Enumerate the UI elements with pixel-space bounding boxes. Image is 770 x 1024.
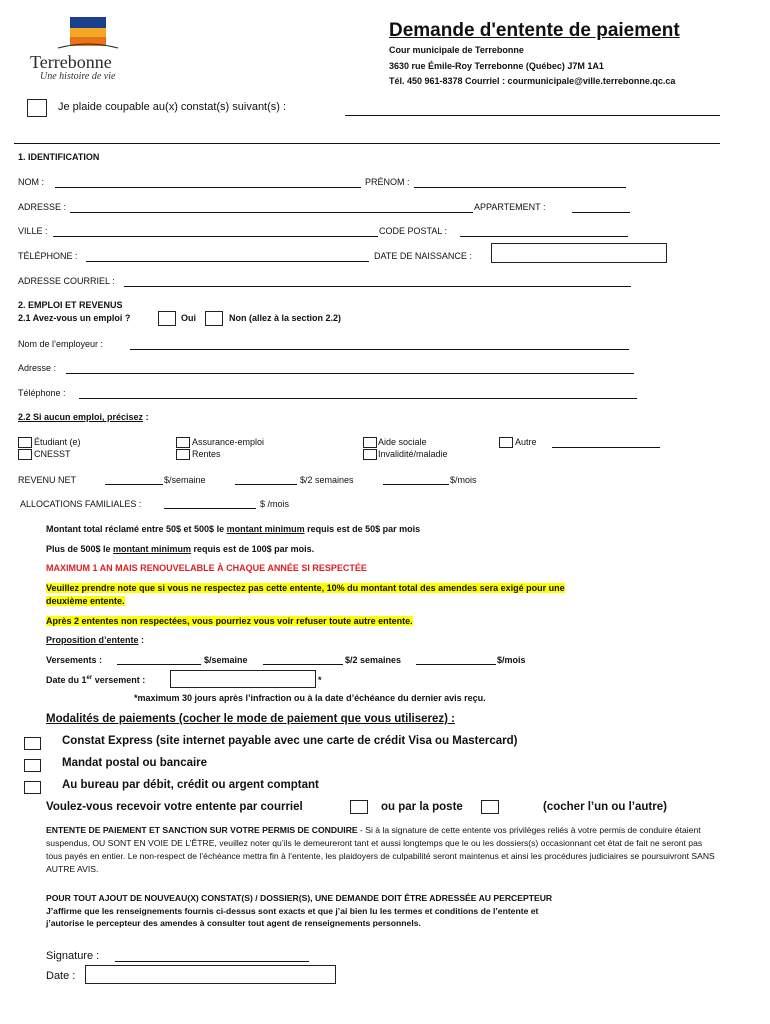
etudiant-label: Étudiant (e): [34, 437, 81, 447]
versements-label: Versements :: [46, 655, 103, 665]
invalidite-checkbox[interactable]: [363, 449, 377, 460]
autre-field[interactable]: [552, 447, 660, 448]
invalidite-label: Invalidité/maladie: [378, 449, 448, 459]
logo-name: Terrebonne: [30, 52, 112, 72]
court-contact: Tél. 450 961-8378 Courriel : courmunicipale@ville.terrebonne.qc.ca: [389, 76, 676, 86]
allocations-unit: $ /mois: [260, 499, 290, 509]
code-postal-label: CODE POSTAL :: [379, 226, 448, 236]
date-naissance-field[interactable]: [491, 243, 667, 263]
proposition-heading: Proposition d’entente :: [46, 635, 145, 645]
date-premier-versement-field[interactable]: [170, 670, 316, 688]
revenu-net-label: REVENU NET: [18, 475, 77, 485]
appartement-field[interactable]: [572, 212, 630, 213]
autre-label: Autre: [515, 437, 537, 447]
logo-tagline: Une histoire de vie: [40, 71, 116, 82]
emploi-non-label: Non (allez à la section 2.2): [229, 313, 342, 323]
constat-express-label: Constat Express (site internet payable avec une carte de crédit Visa ou Mastercard): [62, 735, 518, 747]
emploi-oui-checkbox[interactable]: [158, 311, 176, 326]
page-title: Demande d'entente de paiement: [389, 20, 680, 41]
rentes-checkbox[interactable]: [176, 449, 190, 460]
warning-10-percent: Veuillez prendre note que si vous ne respectez pas cette entente, 10% du montant total des amendes sera exigé pour une: [46, 583, 565, 593]
court-name: Cour municipale de Terrebonne: [389, 45, 524, 55]
plea-input-line[interactable]: [345, 115, 720, 116]
courriel-label: ADRESSE COURRIEL :: [18, 276, 115, 286]
cnesst-label: CNESST: [34, 449, 71, 459]
employeur-adresse-field[interactable]: [66, 373, 634, 374]
rentes-label: Rentes: [192, 449, 221, 459]
adresse-label: ADRESSE :: [18, 202, 67, 212]
affirmation-line1: J’affirme que les renseignements fournis ci-dessus sont exacts et que j’ai bien lu les termes et conditions de l’entente et: [46, 906, 539, 916]
ville-label: VILLE :: [18, 226, 48, 236]
ajout-notice: POUR TOUT AJOUT DE NOUVEAU(X) CONSTAT(S) / DOSSIER(S), UNE DEMANDE DOIT ÊTRE ADRESSÉE AU PERCEPTEUR: [46, 893, 553, 903]
revenu-2semaines-field[interactable]: [235, 484, 297, 485]
ville-field[interactable]: [53, 236, 378, 237]
versement-mois-field[interactable]: [416, 664, 496, 665]
emploi-question: 2.1 Avez-vous un emploi ?: [18, 313, 131, 323]
plea-label: Je plaide coupable au(x) constat(s) suivant(s) :: [58, 101, 287, 113]
allocations-field[interactable]: [164, 508, 256, 509]
recevoir-label: Voulez-vous recevoir votre entente par courriel: [46, 801, 303, 813]
telephone-field[interactable]: [86, 261, 369, 262]
employeur-adresse-label: Adresse :: [18, 363, 57, 373]
date-premier-versement-label: Date du 1er versement :: [46, 675, 146, 685]
revenu-mois-unit: $/mois: [450, 475, 477, 485]
constat-express-checkbox[interactable]: [24, 737, 41, 750]
poste-checkbox[interactable]: [481, 800, 499, 814]
paiement-heading: Modalités de paiements (cocher le mode de paiement que vous utiliserez) :: [46, 713, 455, 725]
employeur-field[interactable]: [130, 349, 629, 350]
date-naissance-label: DATE DE NAISSANCE :: [374, 251, 472, 261]
mandat-label: Mandat postal ou bancaire: [62, 757, 208, 769]
emploi-heading: 2. EMPLOI ET REVENUS: [18, 300, 123, 310]
court-address: 3630 rue Émile-Roy Terrebonne (Québec) J7M 1A1: [389, 61, 604, 71]
sanction-paragraph: ENTENTE DE PAIEMENT ET SANCTION SUR VOTRE PERMIS DE CONDUIRE - Si à la signature de cette entente vos privilèges reliés à votre permis de conduire étaient suspendus, OU SONT EN VOIE DE L’ÊTRE, veuillez noter qu’ils le demeureront tant et aussi longtemps que le ou les dossiers(s) occasionnant cet état de fait ne seront pas tous payés en entier. Le non-respect de l’échéance mettra fin à l’entente, les plaidoyers de culpabilité seront maintenus et ainsi les procédures judiciaires se poursuivront SANS AUTRE AVIS.: [46, 825, 715, 874]
date-label: Date :: [46, 970, 76, 982]
nom-label: NOM :: [18, 177, 44, 187]
mandat-checkbox[interactable]: [24, 759, 41, 772]
signature-field[interactable]: [115, 961, 309, 962]
maximum-notice: MAXIMUM 1 AN MAIS RENOUVELABLE À CHAQUE ANNÉE SI RESPECTÉE: [46, 563, 367, 573]
revenu-semaine-field[interactable]: [105, 484, 163, 485]
section-divider: [14, 143, 720, 144]
employeur-telephone-field[interactable]: [79, 398, 637, 399]
adresse-field[interactable]: [70, 212, 473, 213]
courriel-checkbox[interactable]: [350, 800, 368, 814]
versement-2semaines-field[interactable]: [263, 664, 343, 665]
prenom-field[interactable]: [414, 187, 626, 188]
minimum-50: Montant total réclamé entre 50$ et 500$ le montant minimum requis est de 50$ par mois: [46, 524, 421, 534]
bureau-label: Au bureau par débit, crédit ou argent comptant: [62, 779, 319, 791]
date-asterisk: *: [318, 675, 322, 685]
revenu-2semaines-unit: $/2 semaines: [300, 475, 354, 485]
aide-sociale-checkbox[interactable]: [363, 437, 377, 448]
identification-heading: 1. IDENTIFICATION: [18, 152, 100, 162]
versement-mois-unit: $/mois: [497, 655, 526, 665]
emploi-oui-label: Oui: [181, 313, 196, 323]
appartement-label: APPARTEMENT :: [474, 202, 546, 212]
prenom-label: PRÉNOM :: [365, 177, 410, 187]
revenu-mois-field[interactable]: [383, 484, 449, 485]
telephone-label: TÉLÉPHONE :: [18, 251, 78, 261]
plea-checkbox[interactable]: [27, 99, 47, 117]
employeur-label: Nom de l’employeur :: [18, 339, 104, 349]
allocations-label: ALLOCATIONS FAMILIALES :: [20, 499, 142, 509]
signature-label: Signature :: [46, 950, 100, 962]
nom-field[interactable]: [55, 187, 361, 188]
assurance-emploi-checkbox[interactable]: [176, 437, 190, 448]
versement-semaine-field[interactable]: [117, 664, 201, 665]
poste-label: ou par la poste: [381, 801, 463, 813]
emploi-non-checkbox[interactable]: [205, 311, 223, 326]
cnesst-checkbox[interactable]: [18, 449, 32, 460]
versement-semaine-unit: $/semaine: [204, 655, 248, 665]
employeur-telephone-label: Téléphone :: [18, 388, 66, 398]
cocher-note: (cocher l’un ou l’autre): [543, 801, 667, 813]
code-postal-field[interactable]: [460, 236, 628, 237]
minimum-100: Plus de 500$ le montant minimum requis est de 100$ par mois.: [46, 544, 315, 554]
affirmation-line2: j’autorise le percepteur des amendes à consulter tout agent de renseignements personnels.: [46, 918, 421, 928]
warning-refus: Après 2 ententes non respectées, vous pourriez vous voir refuser toute autre entente.: [46, 616, 413, 626]
bureau-checkbox[interactable]: [24, 781, 41, 794]
warning-10-percent-cont: deuxième entente.: [46, 596, 125, 606]
etudiant-checkbox[interactable]: [18, 437, 32, 448]
sans-emploi-heading: 2.2 Si aucun emploi, précisez :: [18, 412, 149, 422]
aide-sociale-label: Aide sociale: [378, 437, 427, 447]
versement-2semaines-unit: $/2 semaines: [345, 655, 402, 665]
assurance-emploi-label: Assurance-emploi: [192, 437, 265, 447]
courriel-field[interactable]: [124, 286, 631, 287]
autre-checkbox[interactable]: [499, 437, 513, 448]
maximum-30-jours-note: *maximum 30 jours après l’infraction ou à la date d’échéance du dernier avis reçu.: [134, 693, 486, 703]
date-field[interactable]: [85, 965, 336, 984]
revenu-semaine-unit: $/semaine: [164, 475, 206, 485]
